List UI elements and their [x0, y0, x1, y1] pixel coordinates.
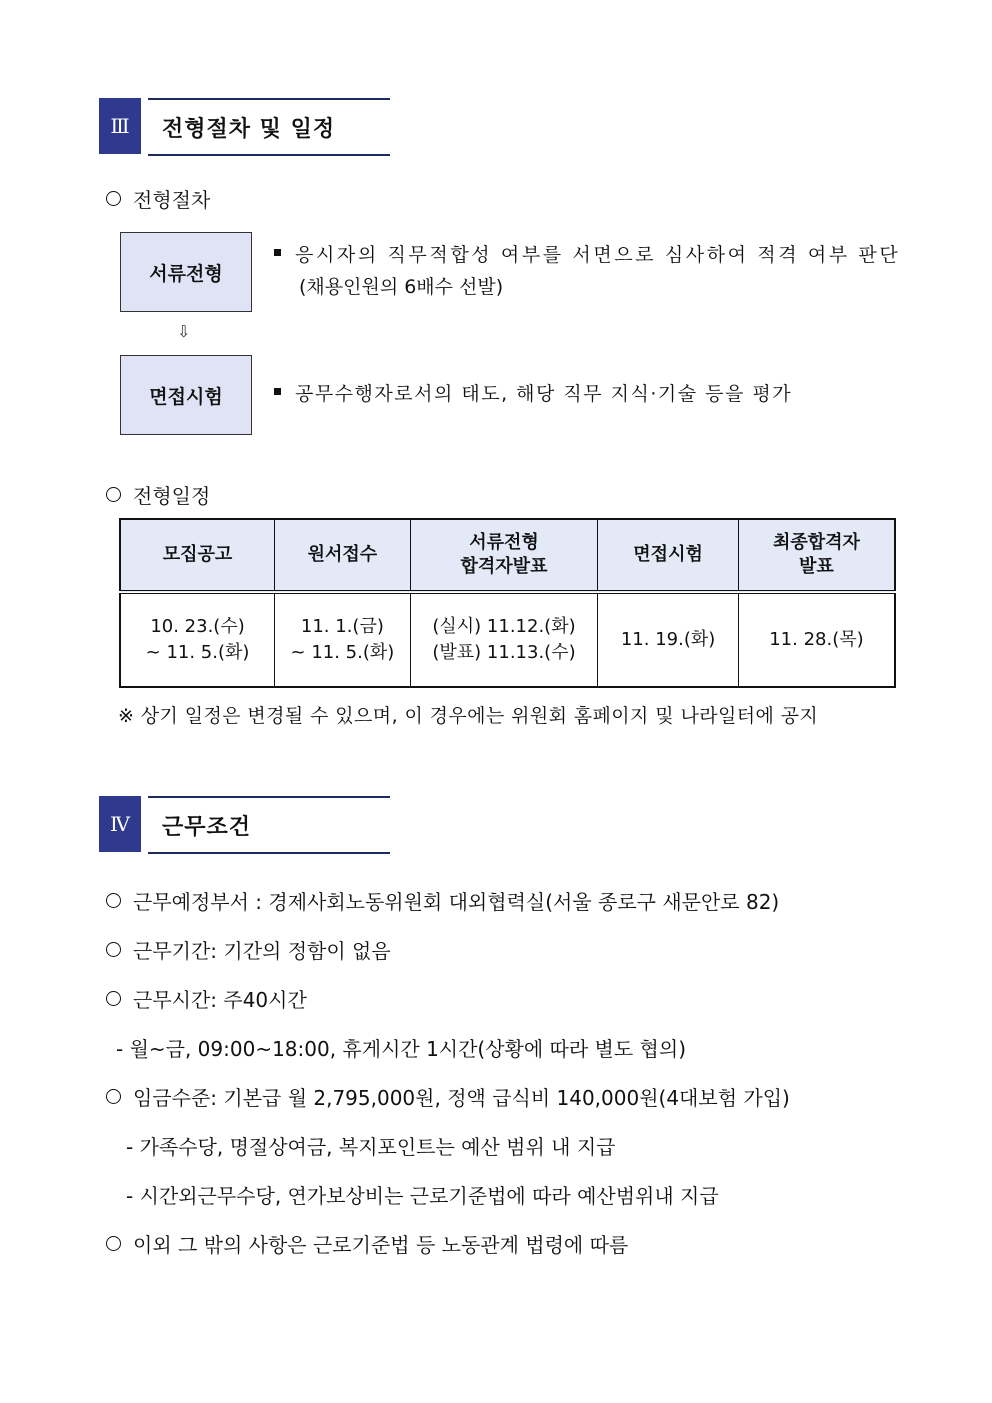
table-header-row — [120, 519, 895, 592]
condition-text: 근무기간: 기간의 정함이 없음 — [133, 939, 391, 963]
schedule-table — [119, 518, 896, 688]
step-label: 면접시험 — [149, 385, 223, 408]
table-header-cell: 서류전형 합격자발표 — [410, 519, 598, 592]
schedule-heading-label: 전형일정 — [133, 484, 211, 508]
circle-bullet-icon — [106, 487, 121, 502]
section-title-3: 전형절차 및 일정 — [162, 116, 336, 142]
step-box-interview — [120, 355, 252, 435]
step-label: 서류전형 — [149, 262, 223, 285]
step-box-document — [120, 232, 252, 312]
table-header-cell: 모집공고 — [120, 519, 275, 592]
table-header-cell: 원서접수 — [275, 519, 411, 592]
condition-text: 임금수준: 기본급 월 2,795,000원, 정액 급식비 140,000원(4대보험 가입) — [133, 1086, 790, 1110]
condition-text: 근무시간: 주40시간 — [133, 988, 307, 1012]
procedure-heading — [106, 184, 210, 213]
square-bullet-icon — [274, 388, 281, 395]
table-cell: 11. 1.(금) ~ 11. 5.(화) — [275, 592, 411, 687]
section-number-3: Ⅲ — [99, 98, 141, 154]
table-cell: 11. 28.(목) — [738, 592, 895, 687]
table-row — [120, 592, 895, 687]
table-cell: 10. 23.(수) ~ 11. 5.(화) — [120, 592, 275, 687]
down-arrow-icon: ⇩ — [177, 322, 191, 341]
condition-item — [106, 1229, 628, 1258]
step-desc-line: 응시자의 직무적합성 여부를 서면으로 심사하여 적격 여부 판단 — [295, 244, 901, 266]
circle-bullet-icon — [106, 942, 121, 957]
condition-item — [106, 886, 779, 915]
condition-item — [106, 1082, 790, 1111]
condition-item — [106, 935, 391, 964]
table-cell: 11. 19.(화) — [598, 592, 739, 687]
table-header-cell: 최종합격자 발표 — [738, 519, 895, 592]
condition-text: - 가족수당, 명절상여금, 복지포인트는 예산 범위 내 지급 — [126, 1135, 616, 1159]
section-title-box-4 — [148, 796, 390, 854]
condition-text: - 월~금, 09:00~18:00, 휴게시간 1시간(상황에 따라 별도 협의) — [116, 1037, 686, 1061]
condition-text: 근무예정부서 : 경제사회노동위원회 대외협력실(서울 종로구 새문안로 82) — [133, 890, 780, 914]
circle-bullet-icon — [106, 191, 121, 206]
condition-subitem — [126, 1180, 719, 1209]
condition-item — [106, 984, 307, 1013]
step-desc-interview — [274, 378, 894, 410]
square-bullet-icon — [274, 249, 281, 256]
condition-text: - 시간외근무수당, 연가보상비는 근로기준법에 따라 예산범위내 지급 — [126, 1184, 719, 1208]
section-title-4: 근무조건 — [162, 814, 252, 840]
circle-bullet-icon — [106, 1089, 121, 1104]
procedure-heading-label: 전형절차 — [133, 188, 211, 212]
step-desc-line: 공무수행자로서의 태도, 해당 직무 지식·기술 등을 평가 — [295, 383, 793, 405]
condition-subitem — [126, 1131, 615, 1160]
circle-bullet-icon — [106, 893, 121, 908]
section-title-box-3 — [148, 98, 390, 156]
condition-text: 이외 그 밖의 사항은 근로기준법 등 노동관계 법령에 따름 — [133, 1233, 629, 1257]
table-cell: (실시) 11.12.(화) (발표) 11.13.(수) — [410, 592, 598, 687]
circle-bullet-icon — [106, 991, 121, 1006]
step-desc-document — [274, 239, 901, 303]
schedule-note: ※ 상기 일정은 변경될 수 있으며, 이 경우에는 위원회 홈페이지 및 나라일터에 공지 — [118, 705, 819, 727]
condition-subitem — [116, 1033, 686, 1062]
step-desc-line: (채용인원의 6배수 선발) — [299, 276, 504, 298]
schedule-heading — [106, 480, 210, 509]
table-header-cell: 면접시험 — [598, 519, 739, 592]
section-number-4: Ⅳ — [99, 796, 141, 852]
circle-bullet-icon — [106, 1236, 121, 1251]
